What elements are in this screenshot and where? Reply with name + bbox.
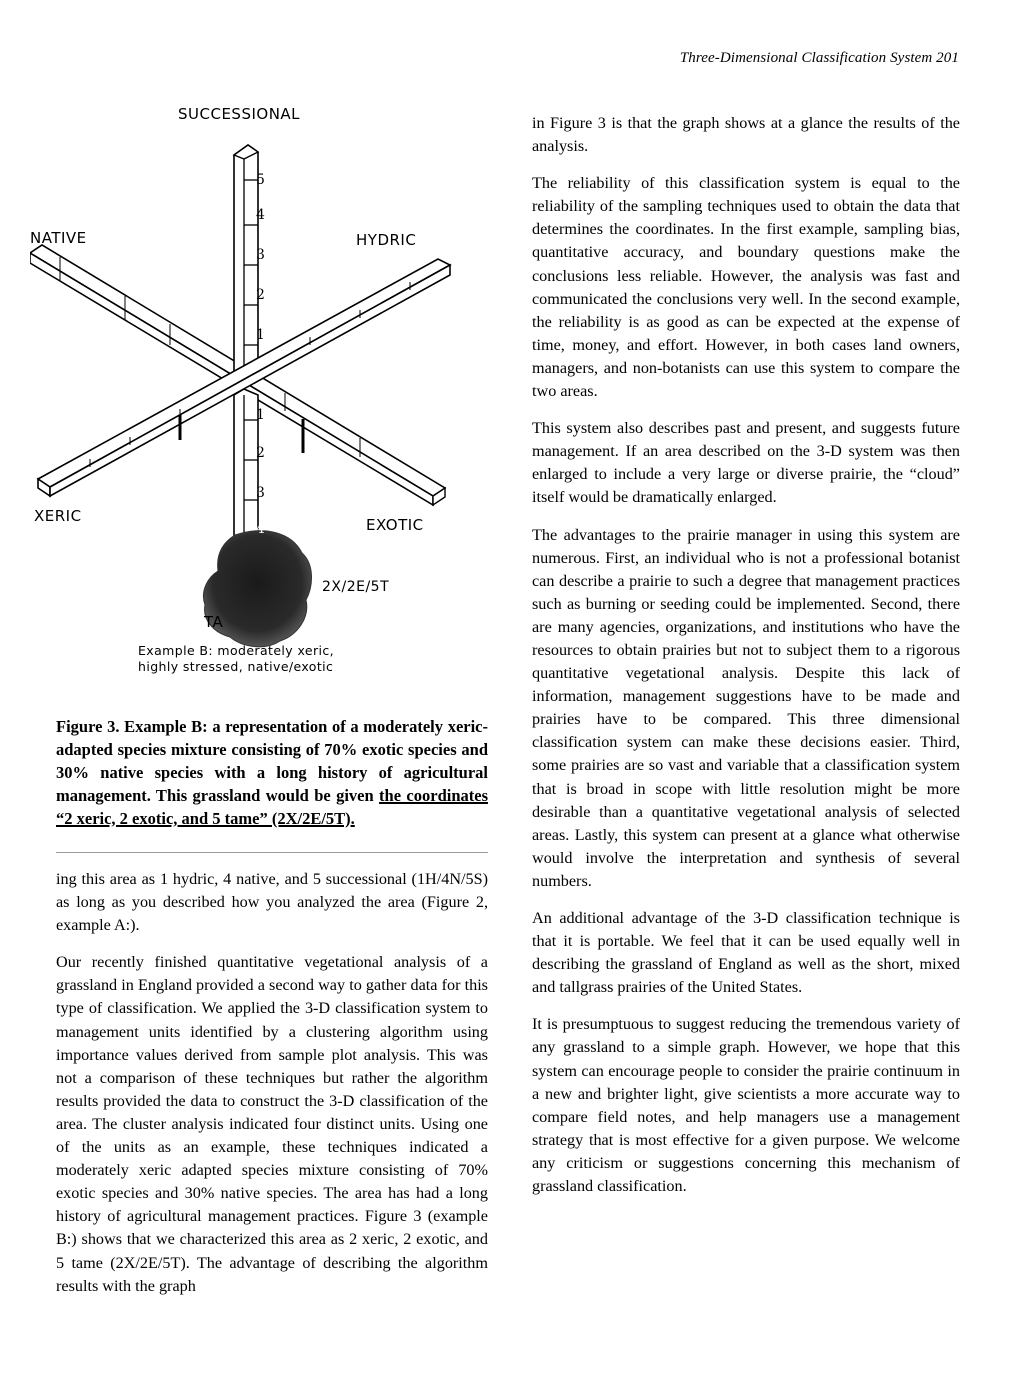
paragraph: It is presumptuous to suggest reducing the tremendous variety of any grassland to a simple graph. However, we hope that this system can encourage people to consider the prairie continuum in a new and brighter light, give scientists a more accurate way to compare field notes, and help managers use a management strategy that is most effective for a given purpose. We welcome any criticism or suggestions concerning this mechanism of grassland classification. [532, 1015, 960, 1196]
successional-axis [234, 145, 258, 383]
tick-down-3: 3 [256, 485, 265, 501]
tick-up-2: 2 [256, 287, 265, 303]
tick-up-5: 5 [256, 172, 265, 188]
running-head: Three-Dimensional Classification System 201 [679, 50, 959, 66]
tick-up-1: 1 [256, 327, 265, 343]
axes-diagram [30, 95, 500, 695]
example-note-line-2: highly stressed, native/exotic [138, 659, 334, 674]
paragraph: This system also describes past and present, and suggests future management. If an area described on the 3-D system was then enlarged to include a very large or diverse prairie, the “cloud” itself would be dramatically enlarged. [532, 419, 960, 507]
tick-up-4: 4 [256, 207, 265, 223]
paragraph: The reliability of this classification system is equal to the reliability of the sampling techniques used to obtain the data that determines the coordinates. In the first example, sampling bias, quantitative accuracy, and boundary questions make the conclusions less reliable. However, the analysis was fast and communicated the conclusions very well. In the second example, the reliability is as good as can be expected at the expense of time, money, and effort. However, in both cases land owners, managers, and non-botanists can use this system to compare the two areas. [532, 174, 960, 401]
label-hydric: HYDRIC [356, 231, 417, 249]
label-xeric: XERIC [34, 507, 82, 525]
tick-down-1: 1 [256, 407, 265, 423]
example-note-line-1: Example B: moderately xeric, [138, 643, 335, 658]
figure-caption [56, 715, 488, 830]
paragraph: in Figure 3 is that the graph shows at a glance the results of the analysis. [532, 114, 960, 156]
caption-main: Figure 3. Example B: a representation of a moderately xeric- adapted species mixture consisting of 70% exotic species and 30% native species with a long history of agricultural management. This grassland would be given [56, 717, 488, 805]
paragraph: Our recently finished quantitative vegetational analysis of a grassland in England provided a second way to gather data for this type of classification. We applied the 3-D classification system to management units identified by a clustering algorithm using importance values derived from sample plot analysis. This was not a comparison of these techniques but rather the algorithm results provided the data to construct the 3-D classification of the area. The cluster analysis indicated four distinct units. Using one of the units as an example, these techniques indicated a moderately xeric adapted species mixture consisting of 70% exotic species and 30% native species. The area has had a long history of agricultural management practices. Figure 3 (example B:) shows that we characterized this area as 2 xeric, 2 exotic, and 5 tame (2X/2E/5T). The advantage of describing the algorithm results with the graph [56, 953, 488, 1295]
label-exotic: EXOTIC [366, 516, 424, 534]
tick-down-2: 2 [256, 445, 265, 461]
tick-up-3: 3 [256, 247, 265, 263]
paragraph: The advantages to the prairie manager in using this system are numerous. First, an individual who is not a professional botanist can describe a prairie to such a degree that management practices such as burning or seeding could be implemented. Second, there are many agencies, organizations, and institutions who have the resources to obtain prairies but not to subject them to a rigorous quantitative vegetational analysis. Despite this lack of information, management suggestions have to be made and prairies have to be compared. This three dimensional classification system can make these decisions easier. Third, some prairies are so vast and variable that a classification system that is broad in scope with little resolution might be more desirable than a quantitative vegetational analysis of selected areas. Lastly, this system can present at a glance what otherwise would involve the interpretation and synthesis of several numbers. [532, 525, 960, 890]
label-native: NATIVE [30, 229, 87, 247]
figure-3 [30, 95, 500, 695]
label-successional: SUCCESSIONAL [178, 105, 301, 123]
tick-down-4: 4 [256, 521, 265, 537]
label-tame: TA [204, 613, 224, 631]
caption-tail: the coordinates “2 xeric, 2 exotic, and 5 tame” (2X/2E/5T). [56, 786, 488, 828]
left-column [56, 868, 488, 1312]
right-column [532, 112, 960, 1212]
label-coordinates: 2X/2E/5T [322, 579, 390, 595]
paragraph: ing this area as 1 hydric, 4 native, and 5 successional (1H/4N/5S) as long as you described how you analyzed the area (Figure 2, example A:). [56, 870, 488, 935]
paragraph: An additional advantage of the 3-D classification technique is that it is portable. We feel that it can be used equally well in describing the grassland of England as well as the short, mixed and tallgrass prairies of the United States. [532, 909, 960, 997]
